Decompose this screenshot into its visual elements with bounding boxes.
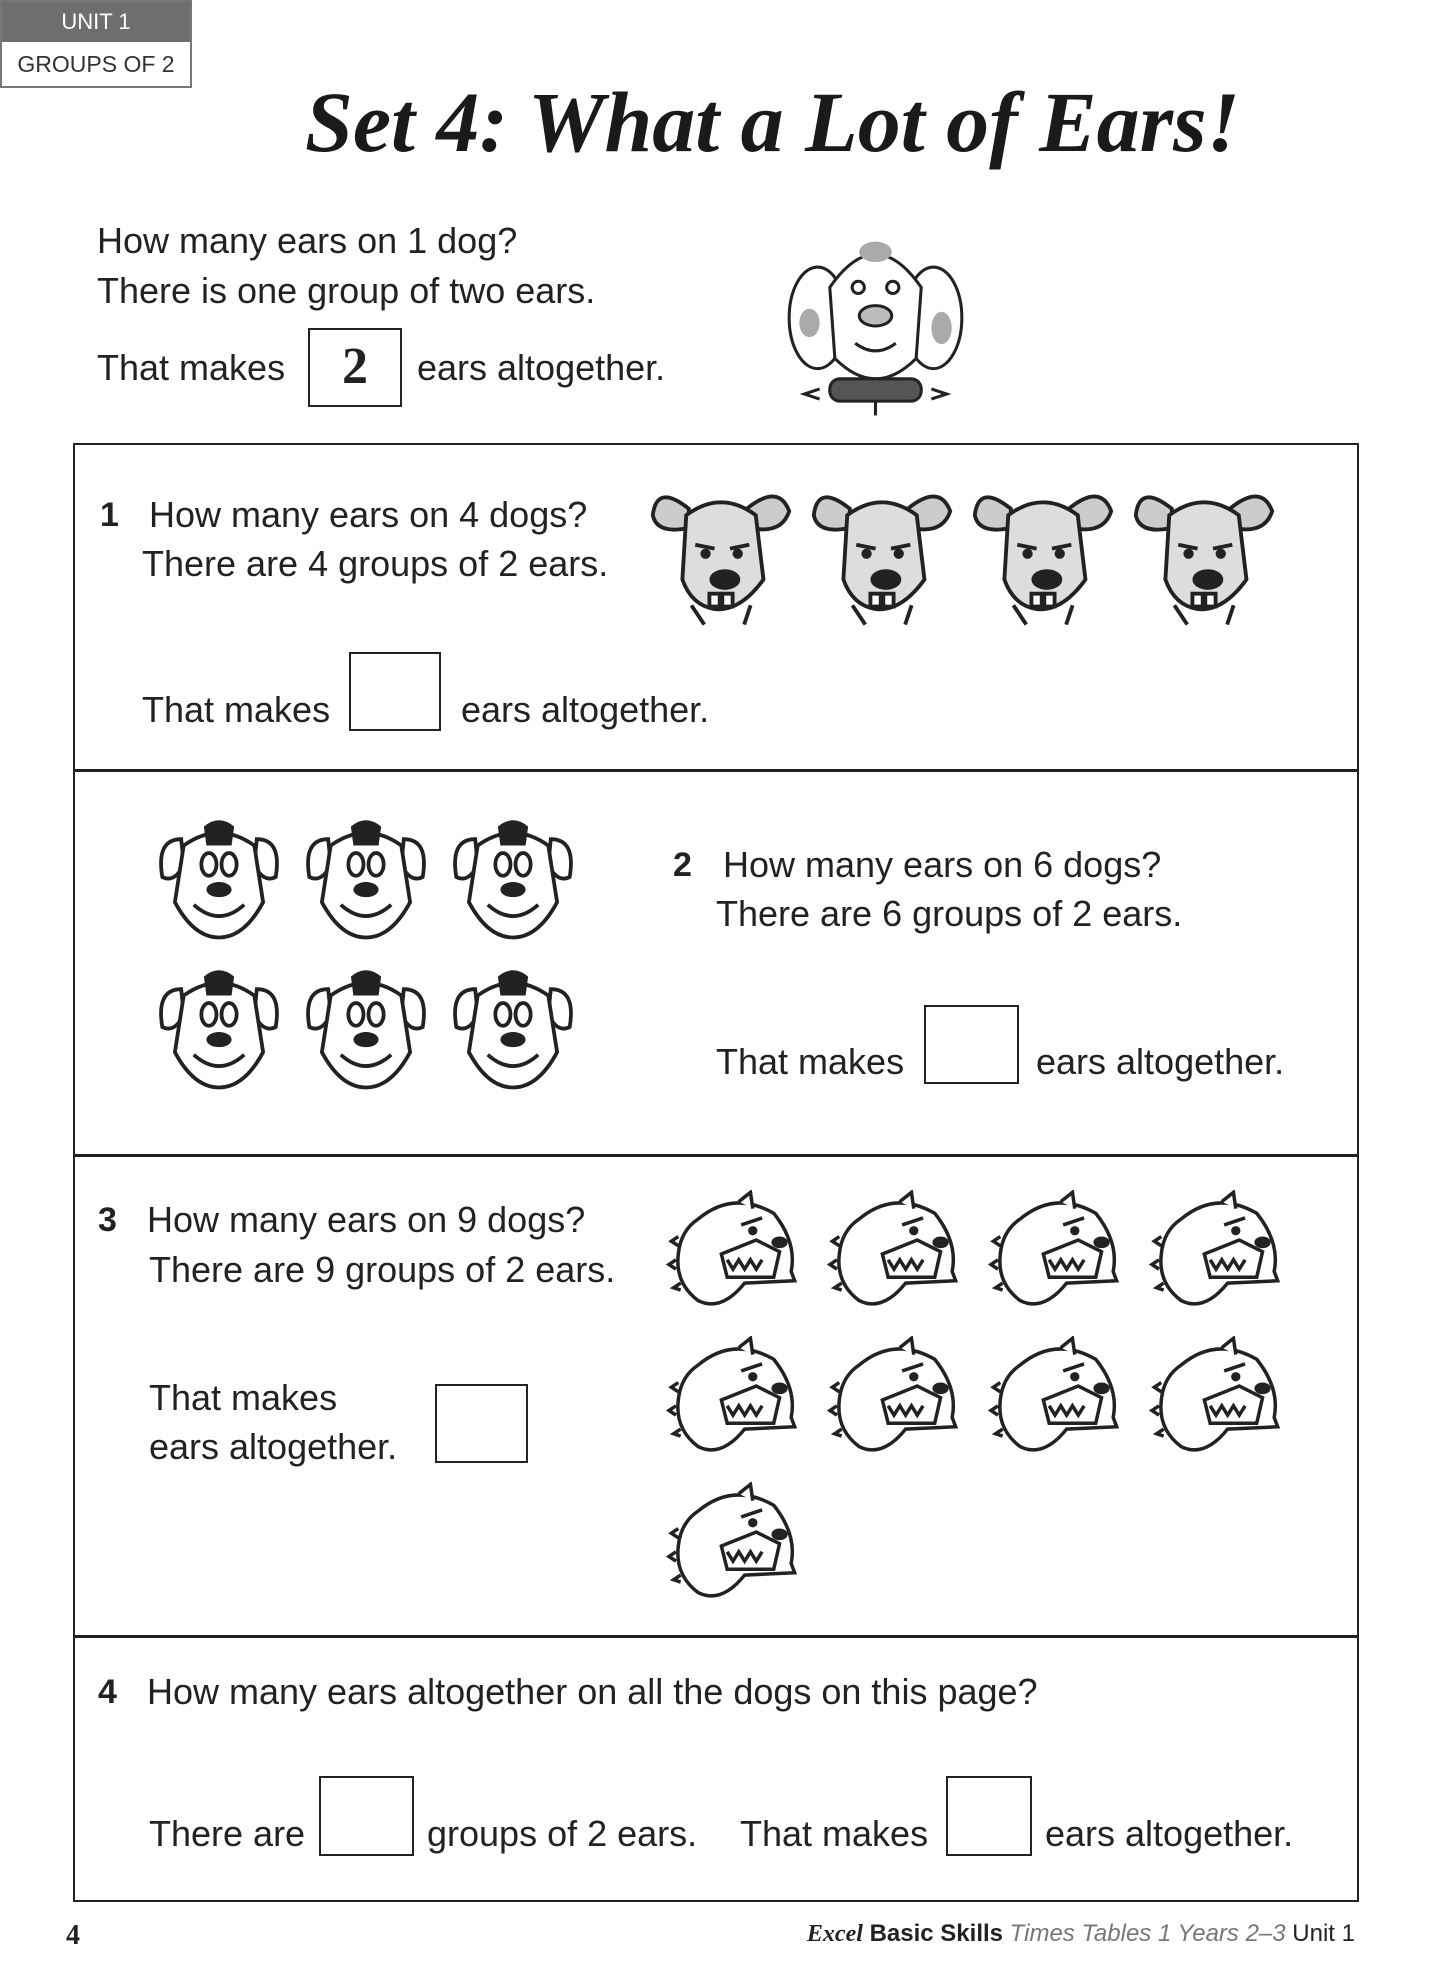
answer-box-q3[interactable] (435, 1384, 528, 1463)
ears-altogether-label: ears altogether. (461, 689, 710, 730)
groups-of-label: groups of 2 ears. (427, 1813, 698, 1854)
there-are-label: There are (149, 1813, 306, 1854)
question-explanation: There are 9 groups of 2 ears. (149, 1249, 616, 1290)
answer-box-q4[interactable] (946, 1776, 1032, 1856)
question-number: 2 (673, 846, 692, 884)
answer-box-q2[interactable] (924, 1005, 1019, 1084)
bulldog-dog-illustration (985, 1336, 1125, 1464)
groups-answer-box[interactable] (319, 1776, 414, 1856)
grumpy-dog-illustration (972, 483, 1114, 631)
footer-unit: Unit 1 (1292, 1920, 1355, 1947)
ears-altogether-label: ears altogether. (1036, 1041, 1285, 1082)
question-text: How many ears on 4 dogs? (149, 494, 588, 535)
that-makes-label: That makes (716, 1041, 905, 1082)
bulldog-dog-illustration (663, 1190, 803, 1318)
happy-dog-illustration (450, 961, 576, 1093)
question-number: 3 (98, 1201, 117, 1239)
bulldog-dog-illustration (1146, 1190, 1286, 1318)
footer-brand: Excel (806, 1921, 863, 1947)
question-number: 1 (100, 496, 119, 534)
happy-dog-illustration (156, 961, 282, 1093)
unit-badge (0, 0, 192, 88)
that-makes-label: That makes (740, 1813, 929, 1854)
question-explanation: There are 4 groups of 2 ears. (142, 543, 609, 584)
question-text: How many ears on 6 dogs? (723, 844, 1162, 885)
intro-answer-box: 2 (308, 328, 402, 407)
unit-label: UNIT 1 (2, 2, 190, 42)
intro-explanation: There is one group of two ears. (97, 270, 596, 311)
bulldog-dog-illustration (824, 1190, 964, 1318)
that-makes-label: That makes (142, 689, 331, 730)
happy-dog-illustration (303, 961, 429, 1093)
bulldog-dog-illustration (824, 1336, 964, 1464)
spotted-dog-illustration (779, 225, 972, 431)
intro-that-makes: That makes (97, 347, 286, 388)
that-makes-label: That makes (149, 1377, 338, 1418)
bulldog-dog-illustration (985, 1190, 1125, 1318)
intro-ears-altogether: ears altogether. (417, 347, 666, 388)
bulldog-dog-illustration (1146, 1336, 1286, 1464)
bulldog-dog-illustration (663, 1482, 803, 1610)
footer-book: Times Tables 1 Years 2–3 (1009, 1920, 1286, 1947)
page-number: 4 (66, 1920, 80, 1951)
happy-dog-illustration (303, 811, 429, 943)
bulldog-dog-illustration (663, 1336, 803, 1464)
question-explanation: There are 6 groups of 2 ears. (716, 893, 1183, 934)
question-number: 4 (98, 1673, 117, 1711)
footer-series: Basic Skills (869, 1920, 1003, 1947)
footer-credit (807, 1920, 1355, 1948)
answer-box-q1[interactable] (349, 652, 441, 731)
ears-altogether-label: ears altogether. (149, 1426, 398, 1467)
question-text: How many ears altogether on all the dogs on this page? (147, 1671, 1038, 1712)
happy-dog-illustration (450, 811, 576, 943)
question-text: How many ears on 9 dogs? (147, 1199, 586, 1240)
unit-topic: GROUPS OF 2 (17, 51, 175, 77)
grumpy-dog-illustration (811, 483, 953, 631)
page-title: Set 4: What a Lot of Ears! (305, 74, 1240, 170)
grumpy-dog-illustration (1133, 483, 1275, 631)
divider (73, 1635, 1359, 1638)
ears-altogether-label: ears altogether. (1045, 1813, 1294, 1854)
happy-dog-illustration (156, 811, 282, 943)
grumpy-dog-illustration (650, 483, 792, 631)
intro-question: How many ears on 1 dog? (97, 220, 518, 261)
divider (73, 1154, 1359, 1157)
divider (73, 769, 1359, 772)
